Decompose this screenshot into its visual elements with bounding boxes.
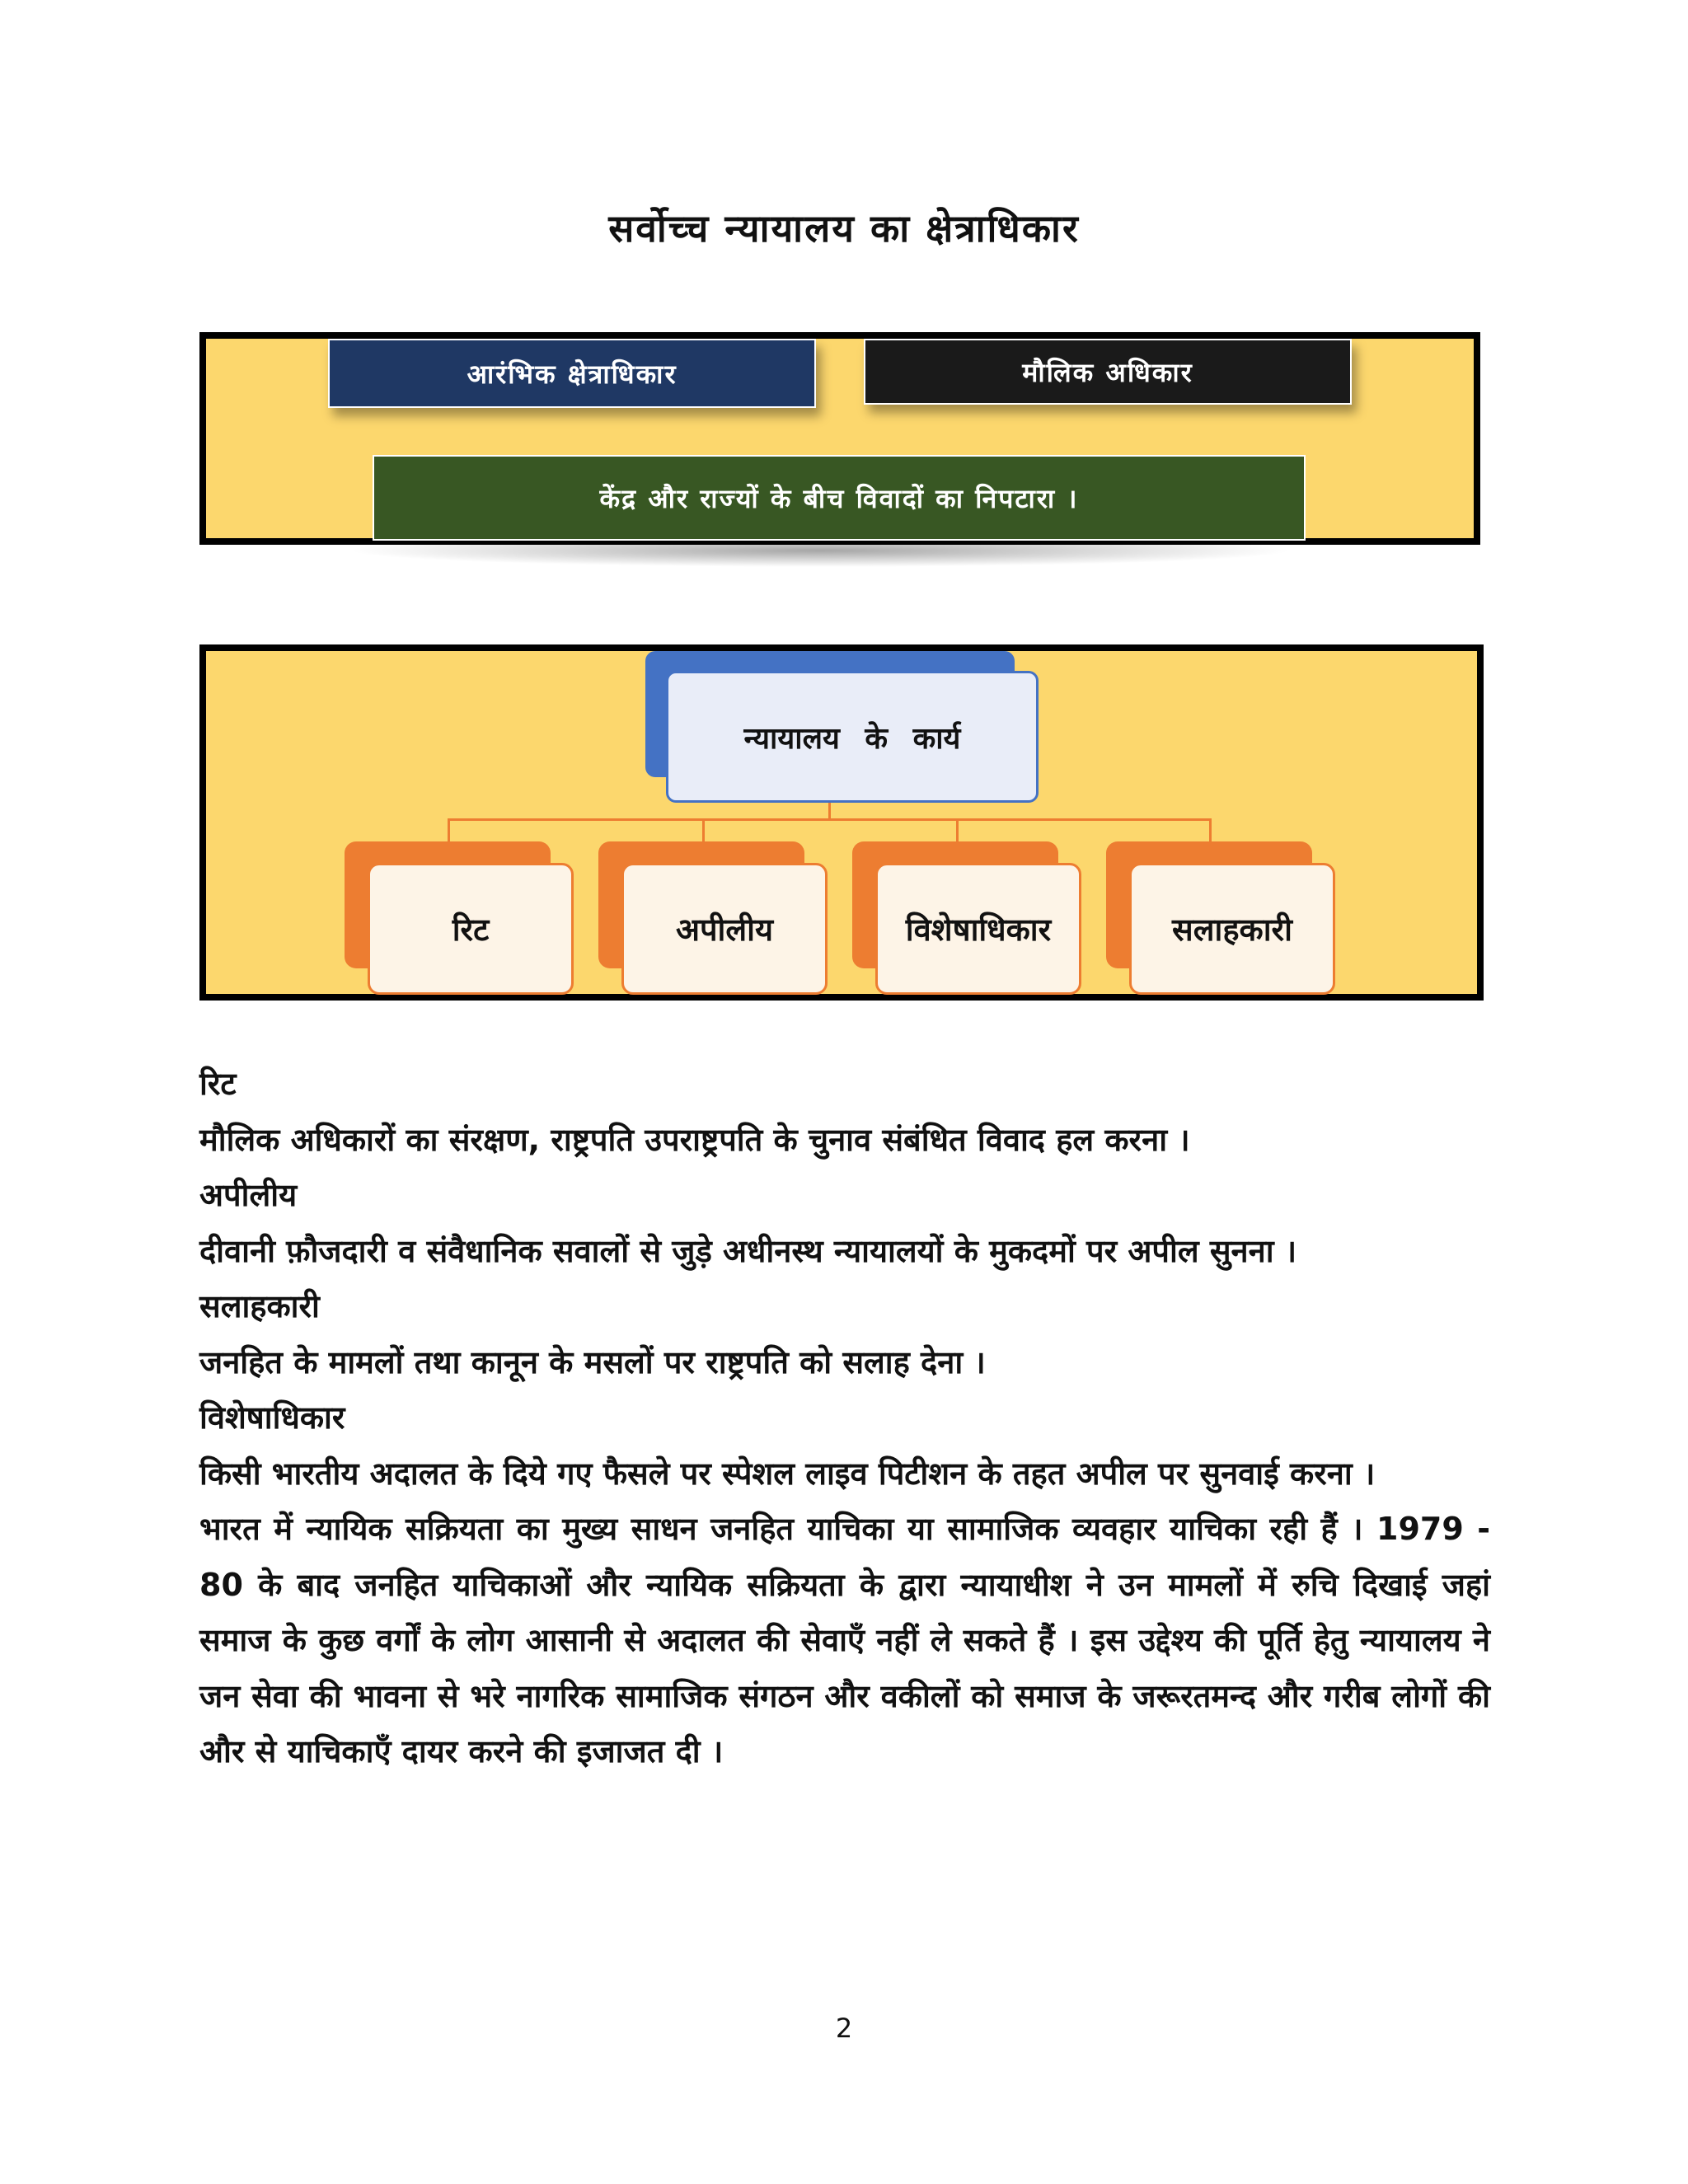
section-heading: रिट [199,1066,237,1102]
child-node-special: विशेषाधिकार [875,863,1081,995]
child-node-advisory: सलाहकारी [1129,863,1335,995]
section-heading: सलाहकारी [199,1288,320,1324]
fundamental-rights-box: मौलिक अधिकार [864,339,1352,405]
section-heading: अपीलीय [199,1177,298,1213]
child-node-writ: रिट [368,863,574,995]
page-title: सर्वोच्च न्यायालय का क्षेत्राधिकार [608,206,1080,251]
connector-1 [448,818,450,841]
section-heading: विशेषाधिकार [199,1399,345,1436]
paragraph: भारत में न्यायिक सक्रियता का मुख्य साधन जनहित याचिका या सामाजिक व्यवहार याचिका रही हैं । 1979 - 80 के बाद जनहित याचिकाओं और न्यायिक सक्रियता के द्वारा न्यायाधीश ने उन मामलों में रुचि दिखाई जहां समाज के कुछ वर्गों के लोग आसानी से अदालत की सेवाएँ नहीं ले सकते हैं । इस उद्देश्य की पूर्ति हेतु न्यायालय ने जन सेवा की भावना से भरे नागरिक सामाजिक संगठन और वकीलों को समाज के जरूरतमन्द और गरीब लोगों की और से याचिकाएँ दायर करने की इजाजत दी । [199,1511,1490,1769]
original-jurisdiction-box: आरंभिक क्षेत्राधिकार [328,339,816,408]
page-number: 2 [835,2013,853,2044]
section-text: जनहित के मामलों तथा कानून के मसलों पर राष्ट्रपति को सलाह देना । [199,1343,986,1380]
section-text: दीवानी फ़ौजदारी व संवैधानिक सवालों से जुड़े अधीनस्थ न्यायालयों के मुकदमों पर अपील सुनना । [199,1232,1297,1269]
connector-4 [1209,818,1212,841]
section-text: मौलिक अधिकारों का संरक्षण, राष्ट्रपति उपराष्ट्रपति के चुनाव संबंधित विवाद हल करना । [199,1121,1190,1158]
connector-trunk [828,803,831,819]
section-text: किसी भारतीय अदालत के दिये गए फैसले पर स्पेशल लाइव पिटीशन के तहत अपील पर सुनवाई करना । [199,1455,1376,1492]
connector-2 [702,818,705,841]
connector-3 [956,818,959,841]
root-node: न्यायालय के कार्य [666,671,1039,803]
connector-bar [448,818,1211,821]
dispute-settlement-box: केंद्र और राज्यों के बीच विवादों का निपटारा । [373,455,1306,541]
body-text [199,1057,1490,1780]
child-node-appellate: अपीलीय [621,863,828,995]
